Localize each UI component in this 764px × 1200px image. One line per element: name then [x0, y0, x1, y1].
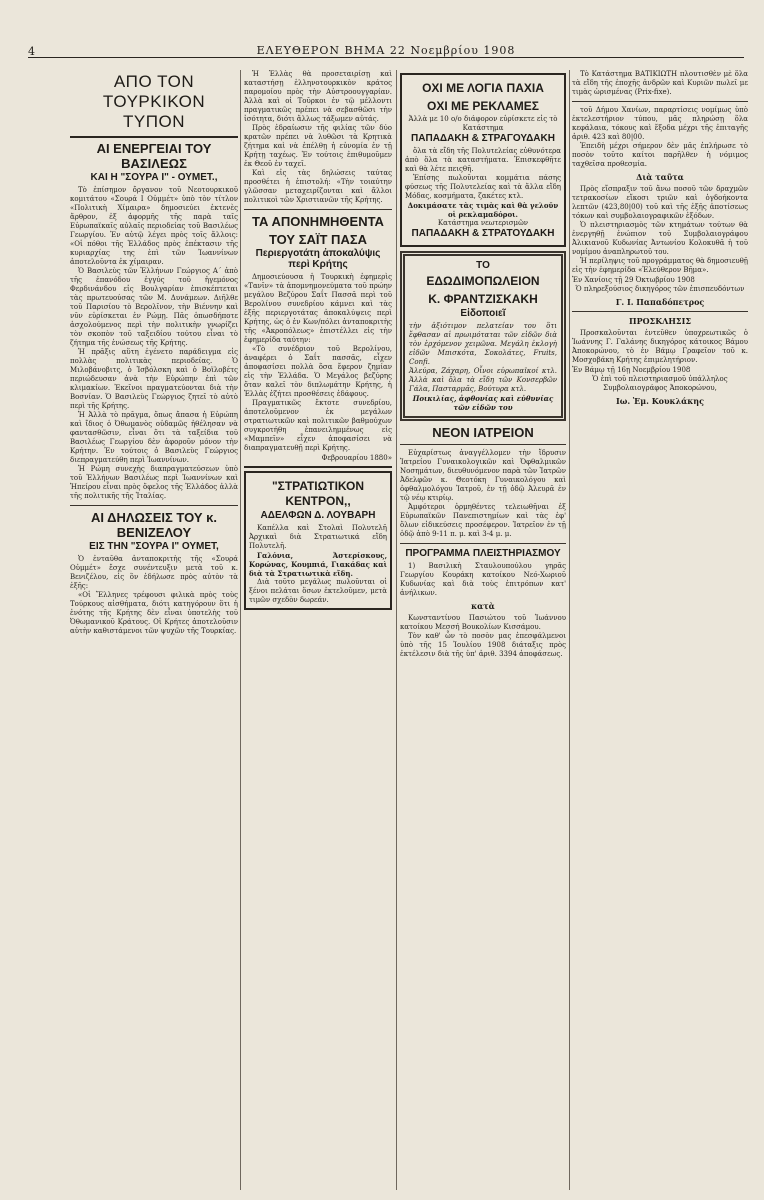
decorated-advertisement	[400, 251, 566, 421]
ad-title: Κ. ΦΡΑΝΤΖΙΣΚΑΚΗ	[428, 292, 538, 306]
ad-subtitle: Εἰδοποιεῖ	[460, 308, 506, 319]
column-2	[244, 70, 392, 1190]
article-title: ΠΡΟΓΡΑΜΜΑ ΠΛΕΙΣΤΗΡΙΑΣΜΟΥ	[405, 548, 561, 559]
advertisement	[244, 471, 392, 610]
paragraph: Ἐπειδὴ μέχρι σήμερον δὲν μᾶς ἐπλήρωσε τὸ ποσὸν τοῦτο καίτοι παρῆλθεν ἡ νόμιμος ταχθεῖσα προθεσμία.	[572, 142, 748, 168]
ad-claim: Δοκιμάσατε τὰς τιμὰς καὶ θὰ γελοῦν οἱ ρεκλαμαδόροι.	[407, 201, 559, 219]
ad-text: Ἀλλὰ με 10 ο/ο διάφορον εὑρίσκετε εἰς τὸ Κατάστημα	[408, 115, 558, 132]
ad-text: Καπέλλα καὶ Στολαὶ Πολυτελῆ Ἀρχικαὶ διὰ Στρατιωτικά εἴδη Πολυτελῆ.	[249, 524, 387, 550]
advertisement	[400, 73, 566, 247]
article-title: ΝΕΟΝ ΙΑΤΡΕΙΟΝ	[432, 425, 534, 440]
paragraph: Προσκαλοῦνται ἐντεῦθεν ὑποχρεωτικῶς ὁ Ἰωάννης Γ. Γαλάνης δικηγόρος κάτοικος Βάμου Ἀποκορώνου, τὸ ἐν Βάμῳ Γραφεῖον τοῦ κ. Μοσχοβάκη Κρήτης ἐπιμελητήριον.	[572, 329, 748, 364]
paragraph: «Οἱ Ἕλληνες τρέφουσι φιλικὰ πρὸς τοὺς Τούρκους αἰσθήματα, διότι κατηγόρουν ὅτι ἡ ἑνότης τῆς Κρήτης δὲν εἶναι ὑποτελὴς τοῦ Ὀθωμανικοῦ Κράτους. Οἱ Κρήτες ἀποτελοῦσιν αὐτὴν καθιστάμενοι τῶν ψυχῶν τῆς Τουρκίας.	[70, 591, 238, 635]
ad-shop-name: ΠΑΠΑΔΑΚΗ & ΣΤΡΑΓΟΥΔΑΚΗ	[411, 133, 555, 144]
ad-title: "ΣΤΡΑΤΙΩΤΙΚΟΝ ΚΕΝΤΡΟΝ,,	[271, 479, 365, 508]
paragraph: Τὸν καθ' ὧν τὸ ποσὸν μας ἐπεσφάλμενοι ὑπὸ τῆς 15 Ἰουλίου 1908 διάταξις πρὸς ἐκτέλεσιν διὰ τῆς ὑπ' ἀριθ. 3394 ἀποφάσεως.	[400, 632, 566, 658]
divider	[244, 209, 392, 210]
ad-prefix: ΤΟ	[476, 260, 490, 271]
article-title: ΑΙ ΕΝΕΡΓΕΙΑΙ ΤΟΥ ΒΑΣΙΛΕΩΣ	[96, 141, 212, 171]
page-number: 4	[28, 45, 35, 58]
paragraph: Πραγματικῶς ἔκτοτε συνεδρίου, ἀποτελοῦμενον ἐκ μεγάλων στρατιωτικῶν καὶ πολιτικῶν βαθμούχων συγκροτήθη ἐπανειλημμένως εἰς «Μαμπεῖν» εἶχεν ἀποφασίσει νὰ διαπραγματευθῇ περὶ Κρήτης.	[244, 399, 392, 452]
column-4	[572, 70, 748, 1190]
ad-owner: ΑΔΕΛΦΩΝ Δ. ΛΟΥΒΑΡΗ	[260, 510, 376, 521]
paragraph: Ἡ περίληψις τοῦ προγράμματος θὰ δημοσιευθῇ εἰς τὴν ἐφημερίδα «Ἐλεύθερον Βῆμα».	[572, 257, 748, 274]
notice-date: Ἐν Χανίοις τῇ 29 Ὀκτωβρίου 1908	[572, 276, 695, 284]
ad-text: ὅλα τὰ εἴδη τῆς Πολυτελείας εὐθυνότερα ἀπὸ ὅλα τὰ καταστήματα. Ἐπισκεφθῆτε καὶ θὰ λέτε πειςθῆ.	[405, 147, 561, 173]
divider	[70, 505, 238, 506]
paragraph: Τὸ ἐπίσημον ὄργανον τοῦ Νεοτουρκικοῦ κομιτάτου «Σουρά Ι Οὐμμέτ» ὑπὸ τὸν τίτλον «Πολιτικὴ Χίμαιρα» δημοσιεύει ἐκτενὲς ἄρθρον, ἐξ ἀφορμῆς τῆς παρὰ ταῖς Εὐρωπαϊκαῖς αὐλαῖς περιοδείας τοῦ Βασιλέως Γεωργίου. Ἐν αὐτῷ λέγει πρὸς τοῖς ἄλλοις: «Οἱ πόθοι τῆς Ἑλλάδος πρὸς ἐπέκτασιν τῆς κυριαρχίας της ἐπὶ τῶν Ἰωαννίνων ἀποτελοῦντα ἐκ χίμαιραν.	[70, 186, 238, 266]
page-headline: ΑΠΟ ΤΟΝ ΤΟΥΡΚΙΚΟΝ ΤΥΠΟΝ	[102, 72, 206, 131]
ad-text: Διὰ τοῦτο μεγάλως πωλοῦνται οἱ ξένοι πελάται ὅσων ἐκτελοῦμεν, μετὰ τιμῶν σχεδὸν δωρεάν.	[249, 578, 387, 604]
ad-text: Κατάστημα νεωτερισμῶν	[437, 219, 529, 227]
paragraph: Εὐχαρίστως ἀναγγέλλομεν τὴν ἵδρυσιν Ἰατρείου Γυναικολογικῶν καὶ Ὀφθαλμικῶν Νοσημάτων, διευθυνόμενον παρὰ τῶν Ἰατρῶν Ἀδελφῶν κ. Θεοτόκη Γυναικολόγου καὶ ὀφθαλμολόγου Ἰατροῦ, ἐν τῇ ὁδῷ Ἀλευρᾶ ἐν τῷ νέῳ κτιρίῳ.	[400, 449, 566, 502]
paragraph: Ἡ Ἀλλὰ τὸ πρᾶγμα, ὅπως ἄπασα ἡ Εὐρώπη καὶ ἴδιος ὁ Ὀθωμανὸς οὐδαμῶς ἠθέλησαν νὰ φαντασθῶσιν, εἶναι ὅτι τὰ ταξείδια τοῦ Βασιλέως Γεωργίου δὲν ἀφοροῦν μόνον τὴν Κρήτην. Ἐν τούτοις ὁ Βασιλεὺς Γεώργιος διεπραγματεύθη περὶ Ἰωαννίνων.	[70, 411, 238, 464]
notice-date: Ἐν Βάμῳ τῇ 16ῃ Νοεμβρίου 1908	[572, 366, 691, 374]
paragraph: Πρὸς ἐδραίωσιν τῆς φιλίας τῶν δύο κρατῶν πρέπει νὰ λυθῶσι τὰ Κρητικὰ ζήτημα καὶ νὰ ἐπέλθῃ ἡ εὐνομία ἐν τῇ Κρήτῃ ταχέως. Ἐν τούτοις ἐπιθυμοῦμεν ἐκ Θεοῦ ἐν ταχεῖ.	[244, 124, 392, 168]
ad-shop-name: ΠΑΠΑΔΑΚΗ & ΣΤΡΑΤΟΥΔΑΚΗ	[411, 228, 555, 239]
column-divider	[240, 70, 241, 1190]
section-heading: ΠΡΟΣΚΛΗΣΙΣ	[629, 316, 691, 326]
article-subtitle: ΕΙΣ ΤΗΝ "ΣΟΥΡΑ Ι" ΟΥΜΕΤ,	[89, 541, 219, 552]
column-divider	[396, 70, 397, 1190]
paragraph: Δημοσιεύουσα ἡ Τουρκικὴ ἐφημερὶς «Τανῖν» τὰ ἀπομνημονεύματα τοῦ πρώην μεγάλου Βεζύρου Σαΐτ Πασσᾶ περὶ τοῦ Βερολίνου συνεδρίου κάμνει καὶ τὰς ἑξῆς περιεργοτάτας ἀποκαλύψεις περὶ Κρήτης, ὡς ὁ ἐν Κων/πόλει ἀνταποκριτὴς τῆς «Ἀκροπόλεως» ἐπιστέλλει εἰς τὴν ἐφημερίδα ταύτην:	[244, 273, 392, 344]
article-subtitle: Περιεργοτάτη ἀποκαλύψις περὶ Κρήτης	[255, 248, 381, 270]
paragraph: Ἡ Ρώμη συνεχὴς διαπραγματεύσεων ὑπὸ τοῦ Ἑλλήνων Βασιλέως περὶ Ἰωαννίνων καὶ Ἠπείρου εἶναι πρὸς ὄφελος τῆς Ἑλλάδος ἀλλὰ τῆς πολιτικῆς τῆς Ἰταλίας.	[70, 465, 238, 500]
article-title: ΤΑ ΑΠΟΝΗΜΗΘΕΝΤΑ	[252, 214, 384, 229]
article-title: ΤΟΥ ΣΑΪΤ ΠΑΣΑ	[268, 232, 368, 247]
signature: Γ. Ι. Παπαδόπετρος	[615, 297, 705, 307]
ad-text: τὴν ἀξιότιμον πελατείαν του ὅτι ἔφθασαν αἱ πρωιμόταται τῶν εἰδῶν διὰ τὸν ἐρχόμενον χειμῶνα. Μεγάλη ἐκλογὴ εἰδῶν Μπισκότα, Σοκολάτες, Fruits, Confi.	[409, 322, 557, 366]
ad-claim: Ποικιλίας, ἀφθονίας καὶ εὐθυνίας τῶν εἰδῶν του	[412, 394, 554, 412]
paragraph: Καὶ εἰς τὰς δηλώσεις ταύτας προσθέτει ἡ ἐπιστολή: «Τὴν τοιαύτην γλῶσσαν μεταχειρίζονται καὶ ἄλλοι πολιτικοὶ τῶν Χριστιανῶν τῆς Κρήτης.	[244, 169, 392, 204]
masthead-rule	[28, 57, 744, 58]
paragraph: Ἀμφότεροι ὁρμηθέντες τελειωθῆναι ἐξ Εὐρωπαϊκῶν Πανεπιστημίων καὶ τὰς ἐφ' ὅλων εἰδικεύσεις προσέφερον. Ἰατρεῖον ἐν τῇ ὁδῷ ἀπὸ 9-11 π. μ. καὶ 3-4 μ. μ.	[400, 503, 566, 538]
paragraph: Κωνσταντίνου Πασιώτου τοῦ Ἰωάννου κατοίκου Μεσσή Βουκολίων Κισσάμου.	[400, 614, 566, 631]
divider	[572, 101, 748, 102]
ad-title: ΕΔΩΔΙΜΟΠΩΛΕΙΟΝ	[426, 274, 540, 288]
paragraph: Ἡ Ἑλλὰς θὰ προσεταιρίσῃ καὶ καταστήσῃ ἑλληνοτουρκικὸν κράτος παρομοίου πρὸς τὴν Αὐστροουγγαρίαν. Ἀλλὰ καὶ οἱ Τοῦρκοι ἐν τῷ μέλλοντι πραγματικῶς πρέπει νὰ σεβασθῶσι τὴν ἰσότητα, διότι ἄλλως τάξωμεν αὐτάς.	[244, 70, 392, 123]
newspaper-title: ΕΛΕΥΘΕΡΟΝ ΒΗΜΑ 22 Νοεμβρίου 1908	[256, 44, 516, 57]
divider	[400, 543, 566, 544]
article-subtitle: ΚΑΙ Η "ΣΟΥΡΑ Ι" - ΟΥΜΕΤ.,	[90, 172, 218, 183]
signature: Ιω. Ἐμ. Κουκλάκης	[616, 396, 704, 406]
paragraph: «Τὸ συνέδριον τοῦ Βερολίνου, ἀναφέρει ὁ Σαΐτ πασσᾶς, εἶχεν ἀποφασίσει πολλὰ ὅσα ἔφερον ζημίαν εἰς τὴν Ἑλλάδα. Ὁ Μεγάλος βεζύρης ὅταν καλεῖ τὸν διπλωμάτην Κρήτης, ἡ Ἑλλὰς ἐζήτει προσθέσεις ἐδάφους.	[244, 345, 392, 398]
paragraph: Πρὸς εἴσπραξιν τοῦ ἄνω ποσοῦ τῶν δραχμῶν τετρακοσίων εἴκοσι τριῶν καὶ ὀγδοήκοντα λεπτῶν (423,80|00) τοῦ καὶ τῆς ἑξῆς ἀποτίσεως τόκων καὶ συμβολαιογραφικῶν ἐξόδων.	[572, 185, 748, 220]
paragraph: 1) Βασιλικὴ Σταυλουπούλου γηρᾶς Γεωργίου Κουράκη κατοίκου Νεό-Χωριοῦ Κυδωνίας καὶ διὰ τοὺς ἐπιτρόπων κατ' ἀνήλικων.	[400, 562, 566, 597]
ad-title: ΟΧΙ ΜΕ ΛΟΓΙΑ ΠΑΧΙΑ	[422, 81, 544, 95]
divider	[400, 444, 566, 445]
paragraph: Τὸ Κατάστημα ΒΑΤΙΚΙΩΤΗ πλουτισθὲν μὲ ὅλα τὰ εἴδη τῆς ἐποχῆς ἀνδρῶν καὶ Κυριῶν πωλεῖ με τιμὰς ὡρισμένας (Prix-fixe).	[572, 70, 748, 96]
article-title: ΑΙ ΔΗΛΩΣΕΙΣ ΤΟΥ κ. ΒΕΝΙΖΕΛΟΥ	[90, 510, 218, 540]
divider	[572, 311, 748, 312]
masthead	[28, 40, 744, 62]
paragraph: Ἡ πρᾶξις αὕτη ἐγένετο παράδειγμα εἰς πολλὰς πολιτικὰς περιοδείας. Ὁ Μιλοβάνοβιτς, ὁ Ἰσβόλσκη καὶ ὁ Βοϊλοβέτς περιώδευσαν ἀνὰ τὴν Εὐρώπην ἐπὶ τῶν κλιμακίων. Ἐκεῖνοι πραγματεύονται διὰ τὴν Βοσνίαν. Ὁ Βασιλεὺς Γεώργιος ζητεῖ τὸ αὐτὸ περὶ τῆς Κρήτης.	[70, 348, 238, 410]
column-3	[400, 70, 566, 1190]
column-divider	[569, 70, 570, 1190]
signature-lead: Ὁ πληρεξούσιος δικηγόρος τῶν ἐπισπευδόντων	[575, 285, 745, 293]
paragraph: τοῦ Δήμου Χανίων, παραρτίσεις νομίμως ὑπὸ ἐκτελεστήριον τύπου, μᾶς πληρώσῃ ὅλα κεφάλαια, τόκους καὶ ἔξοδα μέχρι τῆς ἐπιταγῆς ἀριθ. 423 καὶ 80|00.	[572, 106, 748, 141]
signature-lead: Ὁ ἐπὶ τοῦ πλειστηριασμοῦ ὑπάλληλος Συμβολαιογράφος Ἀποκορώνου,	[592, 375, 728, 392]
ad-text: Ἀλεύρα, Ζάχαρη, Οἶνοι εὐρωπαϊκοί κτλ. Ἀλλὰ καὶ ὅλα τὰ εἴδη τῶν Κονσερβῶν Γάλα, Πασταρμᾶς, Βούτυρα κτλ.	[409, 367, 557, 393]
ad-text: Ἐπίσης πωλοῦνται κομμάτια πάσης φύσεως τῆς Πολυτελείας καὶ τὰ ἄλλα εἴδη Μόδας, κοσμήματα, ζακέτες κτλ.	[405, 174, 561, 200]
column-1	[70, 70, 238, 1190]
divider	[244, 466, 392, 468]
paragraph: Ὁ ἐνταῦθα ἀνταποκριτὴς τῆς «Σουρά Οὐμμέτ» ἔσχε συνέντευξιν μετὰ τοῦ κ. Βενιζέλου, εἰς ὃν ἐδήλωσε πρὸς αὐτὸν τὰ ἑξῆς:	[70, 555, 238, 590]
article-date: Φεβρουαρίου 1880»	[321, 454, 392, 462]
ad-text: Γαλόνια, Ἀστερίσκους, Κορώνας, Κουμπιά, Γιακάδας καὶ διὰ τὰ Στρατιωτικὰ εἴδη.	[249, 551, 387, 578]
section-heading: Διὰ ταῦτα	[636, 172, 684, 182]
word-against: κατὰ	[471, 601, 495, 611]
ad-title: ΟΧΙ ΜΕ ΡΕΚΛΑΜΕΣ	[427, 99, 539, 113]
paragraph: Ὁ πλειστηριασμὸς τῶν κτημάτων τούτων θὰ ἐνεργηθῇ ἐνώπιον τοῦ Συμβολαιογράφου Ἀλικιανοῦ Κυδωνίας Ἀντωνίου Κολοκυθᾶ ἡ τοῦ νομίμου ἀναπληρωτοῦ του.	[572, 221, 748, 256]
paragraph: Ὁ Βασιλεὺς τῶν Ἑλλήνων Γεώργιος Α΄ ἀπὸ τῆς ἐπανόδου ἐγγύς τοῦ ἡγεμόνος Φερδινάνδου εἰς Βουλγαρίαν ἐπισκέπτεται τὰς πρωτευούσας τῶν Μ. Δυνάμεων. Διῆλθε τοῦ Παρισίου τὸ Βερολῖνον, τὴν Βιέννην καὶ νῦν εὑρίσκεται ἐν Ρώμῃ. Πᾶς ὁπωσδήποτε ἀσχολούμενος περὶ τὴν πολιτικὴν γνωρίζει τὸν σκοπὸν τοῦ ταξειδίου τούτου εἶναι τὸ ζήτημα τῆς ἑνώσεως τῆς Κρήτης.	[70, 267, 238, 347]
divider	[70, 136, 238, 138]
